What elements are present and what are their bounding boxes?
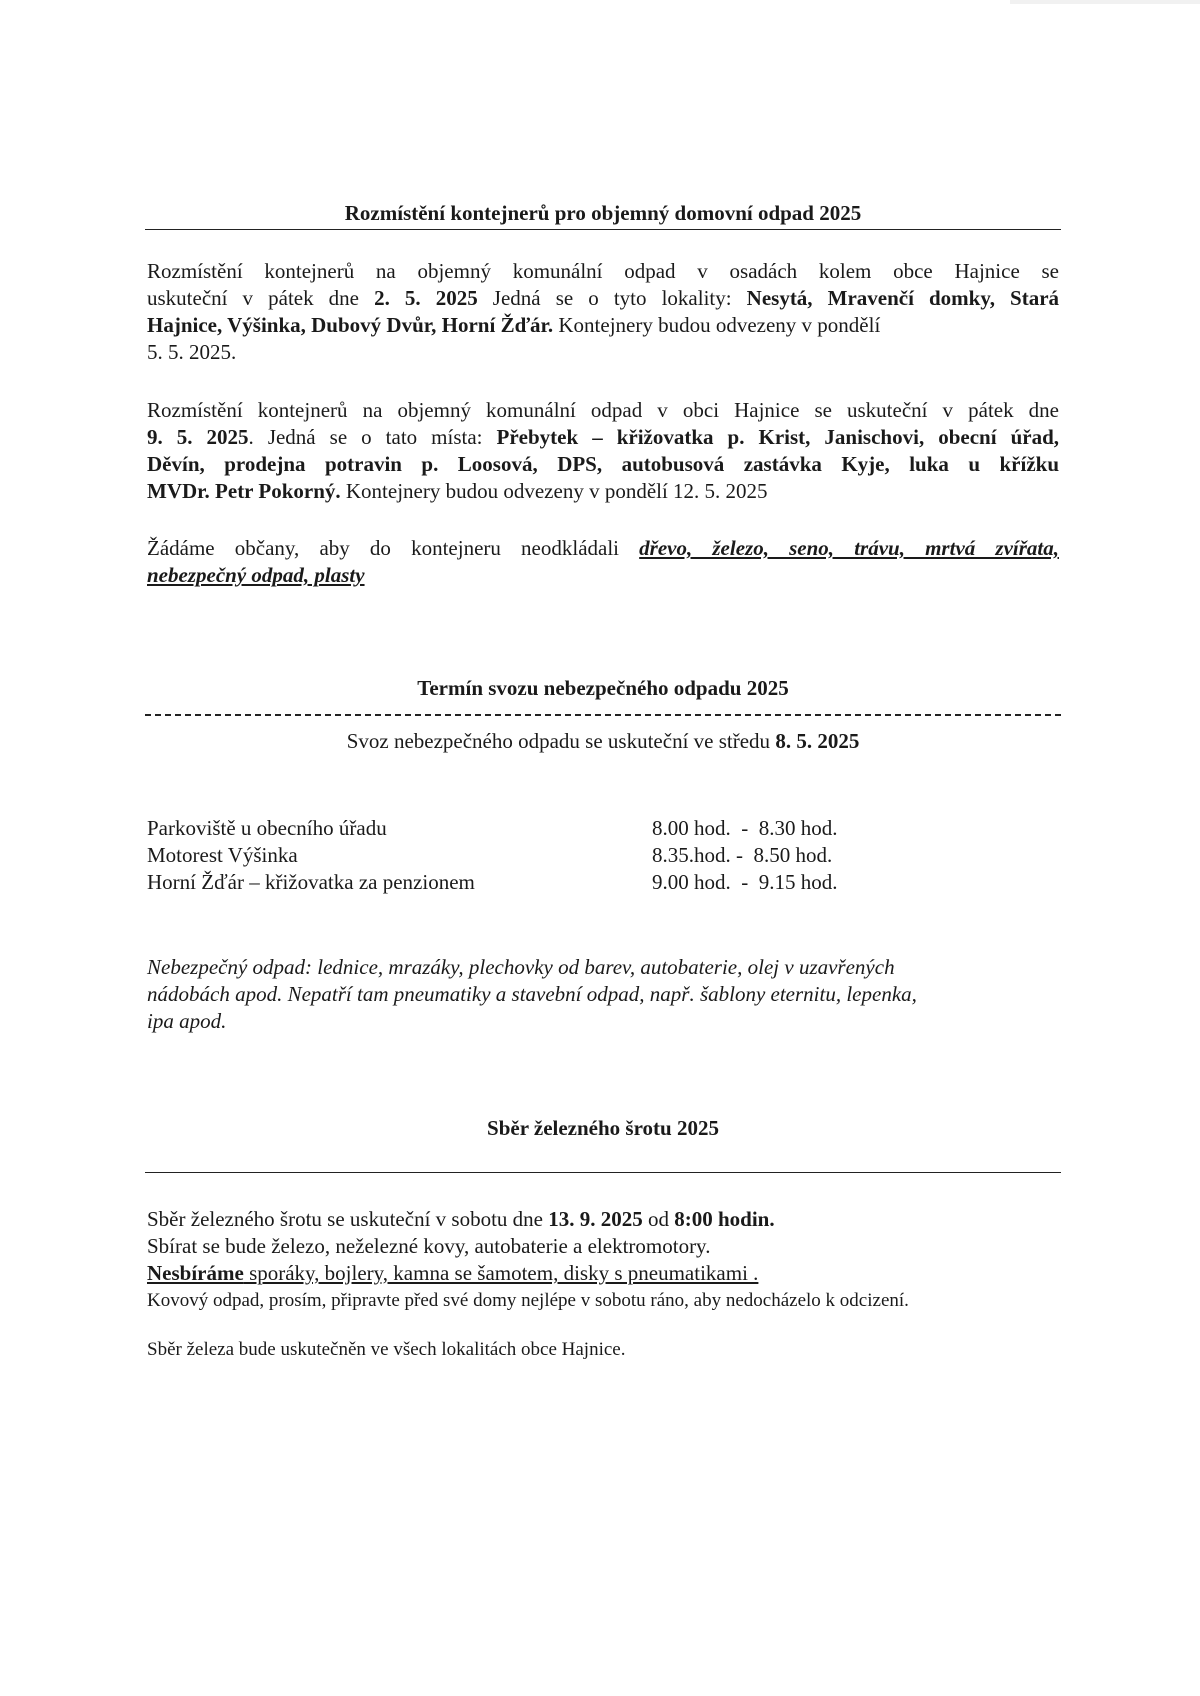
text-line: ipa apod. <box>147 1009 227 1033</box>
schedule-place: Parkoviště u obecního úřadu <box>147 816 387 840</box>
text-line: 9. 5. 2025. Jedná se o tato místa: Přebytek – křižovatka p. Krist, Janischovi, obecní úřad, <box>147 425 1059 449</box>
text-line: Nesbíráme sporáky, bojlery, kamna se šamotem, disky s pneumatikami . <box>147 1261 759 1285</box>
section-title-scrap-metal: Sběr železného šrotu 2025 <box>487 1116 719 1140</box>
schedule-time: 8.00 hod. - 8.30 hod. <box>652 816 838 840</box>
paragraph-village-settlements <box>147 258 1059 366</box>
text-line: Děvín, prodejna potravin p. Loosová, DPS, autobusová zastávka Kyje, luka u křížku <box>147 452 1059 476</box>
text-line: nebezpečný odpad, plasty <box>147 563 365 587</box>
text-line: Sbírat se bude železo, neželezné kovy, autobaterie a elektromotory. <box>147 1234 711 1258</box>
text-line: uskuteční v pátek dne 2. 5. 2025 Jedná se o tyto lokality: Nesytá, Mravenčí domky, Stará <box>147 286 1060 310</box>
scan-edge-shade <box>1010 0 1200 4</box>
text-line: nádobách apod. Nepatří tam pneumatiky a stavební odpad, např. šablony eternitu, lepenka, <box>147 982 917 1006</box>
schedule-time: 8.35.hod. - 8.50 hod. <box>652 843 833 867</box>
text-line: 5. 5. 2025. <box>147 340 237 364</box>
text-line: Rozmístění kontejnerů na objemný komunální odpad v obci Hajnice se uskuteční v pátek dne <box>147 398 1059 422</box>
scrap-metal-instruction <box>147 1287 1059 1314</box>
text-line: Kovový odpad, prosím, připravte před své domy nejlépe v sobotu ráno, aby nedocházelo k odcizení. <box>147 1290 909 1311</box>
text-line: MVDr. Petr Pokorný. Kontejnery budou odvezeny v pondělí 12. 5. 2025 <box>147 479 768 503</box>
text-line: Sběr železného šrotu se uskuteční v sobotu dne 13. 9. 2025 od 8:00 hodin. <box>147 1207 775 1231</box>
schedule-place: Horní Žďár – křižovatka za penzionem <box>147 870 475 894</box>
title-underline <box>145 229 1061 230</box>
hazardous-collection-date: Svoz nebezpečného odpadu se uskuteční ve středu 8. 5. 2025 <box>346 729 860 753</box>
scrap-metal-locations <box>147 1336 1059 1363</box>
scrap-metal-info <box>147 1206 1059 1287</box>
schedule-place: Motorest Výšinka <box>147 843 298 867</box>
dashed-divider <box>145 714 1061 716</box>
section-title-bulky-waste: Rozmístění kontejnerů pro objemný domovní odpad 2025 <box>344 201 862 225</box>
title-underline <box>145 1172 1061 1173</box>
text-line: Nebezpečný odpad: lednice, mrazáky, plechovky od barev, autobaterie, olej v uzavřených <box>147 955 895 979</box>
section-title-hazardous-waste: Termín svozu nebezpečného odpadu 2025 <box>417 676 789 700</box>
text-line: Žádáme občany, aby do kontejneru neodkládali dřevo, železo, seno, trávu, mrtvá zvířata, <box>147 536 1059 560</box>
paragraph-village-locations <box>147 397 1059 505</box>
paragraph-prohibited-items <box>147 535 1059 589</box>
schedule-time: 9.00 hod. - 9.15 hod. <box>652 870 838 894</box>
hazardous-waste-note <box>147 954 1059 1035</box>
text-line: Sběr železa bude uskutečněn ve všech lokalitách obce Hajnice. <box>147 1339 626 1360</box>
text-line: Hajnice, Výšinka, Dubový Dvůr, Horní Žďár. Kontejnery budou odvezeny v pondělí <box>147 313 881 337</box>
text-line: Rozmístění kontejnerů na objemný komunální odpad v osadách kolem obce Hajnice se <box>147 259 1059 283</box>
